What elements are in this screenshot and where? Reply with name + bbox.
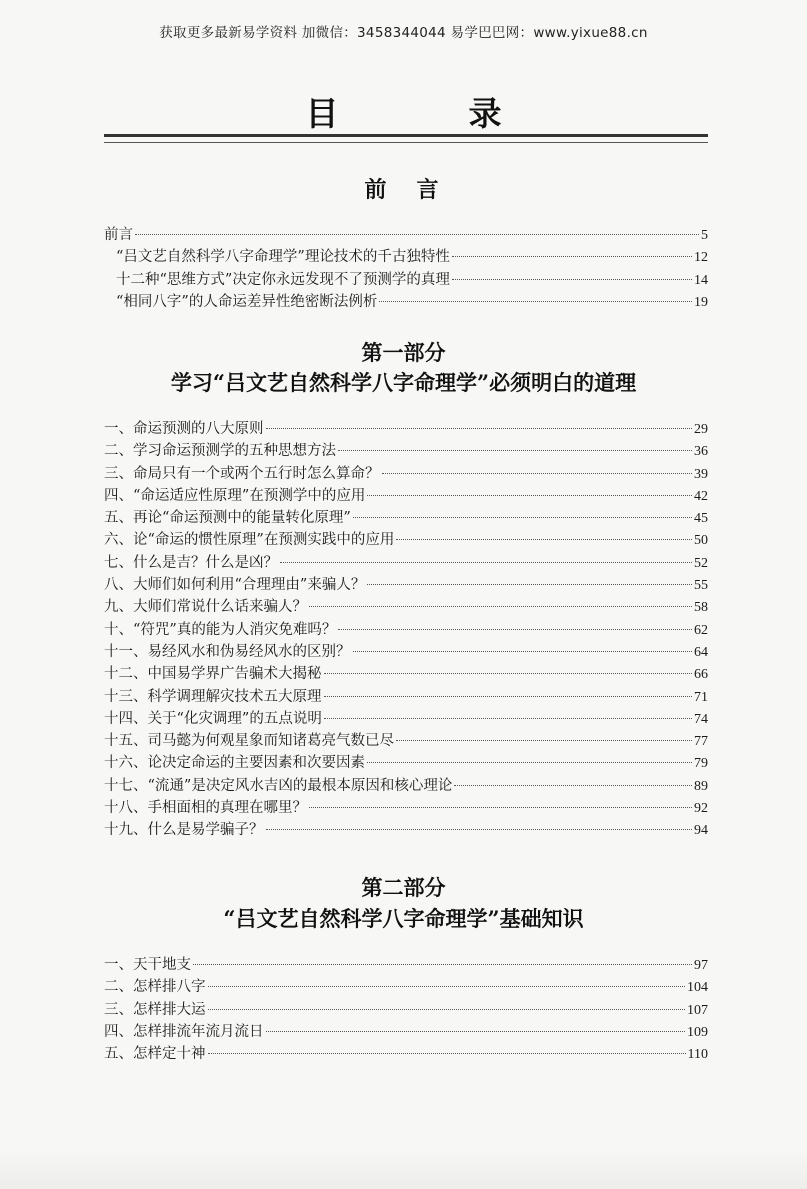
- part2-heading: 第二部分: [361, 875, 446, 900]
- toc-entry-title: 十二、中国易学界广告骗术大揭秘: [104, 666, 322, 683]
- toc-entry: [104, 819, 708, 841]
- toc-dot-leader: [338, 629, 692, 630]
- toc-entry: [104, 752, 708, 774]
- toc-entry-title: 十五、司马懿为何观星象而知诸葛亮气数已尽: [104, 733, 394, 750]
- toc-page-number: 42: [694, 488, 708, 504]
- toc-entry: [104, 246, 708, 268]
- preface-heading: 前 言: [364, 177, 443, 203]
- toc-dot-leader: [135, 234, 699, 235]
- toc-dot-leader: [367, 584, 692, 585]
- toc-dot-leader: [324, 696, 693, 697]
- toc-page-number: 107: [687, 1002, 708, 1018]
- toc-entry-title: 三、怎样排大运: [104, 1001, 206, 1018]
- toc-entry: [104, 708, 708, 730]
- toc-entry: [104, 999, 708, 1021]
- toc-entry: [104, 507, 708, 529]
- toc-page-number: 12: [694, 250, 708, 266]
- toc-entry-title: 四、“命运适应性原理”在预测学中的应用: [104, 487, 366, 504]
- watermark-text: 获取更多最新易学资料 加微信：3458344044 易学巴巴网：www.yixue88.cn: [159, 25, 648, 41]
- toc-entry: [104, 596, 708, 618]
- toc-page-number: 45: [694, 511, 708, 527]
- toc-entry: [104, 529, 708, 551]
- toc-dot-leader: [324, 673, 693, 674]
- toc-dot-leader: [379, 301, 692, 302]
- preface-toc: [104, 224, 708, 313]
- toc-page-number: 89: [694, 778, 708, 794]
- toc-dot-leader: [396, 740, 692, 741]
- toc-dot-leader: [452, 279, 692, 280]
- title-char-left: 目: [305, 94, 339, 133]
- toc-page-number: 36: [694, 444, 708, 460]
- toc-page-number: 110: [687, 1047, 708, 1063]
- toc-dot-leader: [367, 495, 692, 496]
- toc-dot-leader: [280, 562, 692, 563]
- toc-entry: [104, 663, 708, 685]
- toc-entry: [104, 619, 708, 641]
- page-bottom-edge: [0, 1150, 807, 1189]
- toc-dot-leader: [367, 762, 692, 763]
- toc-page-number: 71: [694, 689, 708, 705]
- toc-entry-title: 十二种“思维方式”决定你永远发现不了预测学的真理: [116, 271, 450, 288]
- part1-heading: 第一部分: [361, 340, 446, 365]
- toc-entry-title: 七、什么是吉？什么是凶？: [104, 554, 278, 571]
- toc-entry: [104, 291, 708, 313]
- toc-entry-title: 十、“符咒”真的能为人消灾免难吗？: [104, 621, 337, 638]
- toc-entry: [104, 797, 708, 819]
- toc-entry-title: 十九、什么是易学骗子？: [104, 822, 264, 839]
- toc-entry: [104, 976, 708, 998]
- toc-entry-title: “吕文艺自然科学八字命理学”理论技术的千古独特性: [116, 249, 450, 266]
- toc-page-number: 74: [694, 711, 708, 727]
- toc-entry: [104, 954, 708, 976]
- toc-entry-title: 前言: [104, 227, 133, 243]
- toc-dot-leader: [353, 517, 692, 518]
- toc-entry-title: 九、大师们常说什么话来骗人？: [104, 599, 307, 616]
- toc-entry: [104, 440, 708, 462]
- toc-dot-leader: [208, 986, 686, 987]
- toc-entry: [104, 641, 708, 663]
- toc-dot-leader: [266, 829, 693, 830]
- toc-entry: [104, 552, 708, 574]
- toc-entry-title: 八、大师们如何利用“合理理由”来骗人？: [104, 577, 366, 594]
- toc-page-number: 55: [694, 578, 708, 594]
- toc-dot-leader: [396, 539, 692, 540]
- toc-entry-title: 二、学习命运预测学的五种思想方法: [104, 443, 336, 460]
- toc-entry: [104, 1043, 708, 1065]
- toc-entry-title: 二、怎样排八字: [104, 979, 206, 996]
- toc-page-number: 109: [687, 1024, 708, 1040]
- toc-dot-leader: [454, 785, 692, 786]
- toc-entry-title: 十一、易经风水和伪易经风水的区别？: [104, 643, 351, 660]
- title-rule-thin: [104, 142, 708, 143]
- toc-dot-leader: [208, 1053, 686, 1054]
- toc-entry-title: 五、再论“命运预测中的能量转化原理”: [104, 510, 351, 527]
- toc-dot-leader: [266, 428, 693, 429]
- toc-page-number: 94: [694, 823, 708, 839]
- toc-page-number: 14: [694, 272, 708, 288]
- toc-dot-leader: [266, 1031, 686, 1032]
- toc-dot-leader: [353, 651, 693, 652]
- page-title: [0, 88, 807, 135]
- toc-entry-title: 一、天干地支: [104, 957, 191, 973]
- toc-dot-leader: [324, 718, 692, 719]
- toc-entry-title: 六、论“命运的惯性原理”在预测实践中的应用: [104, 532, 395, 549]
- toc-entry-title: 五、怎样定十神: [104, 1046, 206, 1063]
- toc-dot-leader: [309, 807, 692, 808]
- toc-entry-title: 三、命局只有一个或两个五行时怎么算命？: [104, 465, 380, 482]
- toc-page-number: 62: [694, 622, 708, 638]
- toc-entry-title: 十三、科学调理解灾技术五大原理: [104, 688, 322, 705]
- toc-dot-leader: [382, 473, 693, 474]
- toc-page-number: 77: [694, 734, 708, 750]
- toc-entry: [104, 1021, 708, 1043]
- toc-entry: [104, 574, 708, 596]
- toc-page-number: 29: [694, 422, 708, 437]
- toc-entry: [104, 224, 708, 246]
- toc-page-number: 104: [687, 980, 708, 996]
- part2-subheading: “吕文艺自然科学八字命理学”基础知识: [223, 906, 584, 931]
- toc-page-number: 19: [694, 294, 708, 310]
- toc-page-number: 39: [694, 466, 708, 482]
- title-char-right: 录: [468, 94, 502, 133]
- toc-entry: [104, 485, 708, 507]
- toc-entry-title: “相同八字”的人命运差异性绝密断法例析: [116, 293, 378, 310]
- toc-dot-leader: [208, 1009, 686, 1010]
- toc-page-number: 58: [694, 600, 708, 616]
- toc-page-number: 64: [694, 644, 708, 660]
- toc-entry-title: 十七、“流通”是决定风水吉凶的最根本原因和核心理论: [104, 777, 453, 794]
- toc-page-number: 66: [694, 667, 708, 683]
- toc-page-number: 52: [694, 555, 708, 571]
- toc-entry: [104, 730, 708, 752]
- toc-entry: [104, 418, 708, 440]
- part2-toc: [104, 954, 708, 1065]
- toc-entry: [104, 269, 708, 291]
- toc-page-number: 92: [694, 801, 708, 817]
- toc-entry-title: 十八、手相面相的真理在哪里？: [104, 800, 307, 817]
- toc-entry: [104, 775, 708, 797]
- toc-page-number: 5: [701, 228, 708, 243]
- part1-subheading: 学习“吕文艺自然科学八字命理学”必须明白的道理: [170, 370, 637, 395]
- part1-toc: [104, 418, 708, 842]
- toc-entry-title: 十六、论决定命运的主要因素和次要因素: [104, 755, 365, 772]
- title-rule-thick: [104, 134, 708, 137]
- toc-dot-leader: [309, 606, 692, 607]
- toc-page-number: 50: [694, 533, 708, 549]
- toc-page-number: 79: [694, 756, 708, 772]
- toc-dot-leader: [193, 964, 692, 965]
- toc-entry: [104, 686, 708, 708]
- toc-page-number: 97: [694, 958, 708, 973]
- toc-entry-title: 十四、关于“化灾调理”的五点说明: [104, 710, 322, 727]
- toc-entry: [104, 463, 708, 485]
- toc-dot-leader: [338, 450, 692, 451]
- toc-entry-title: 一、命运预测的八大原则: [104, 421, 264, 437]
- toc-entry-title: 四、怎样排流年流月流日: [104, 1023, 264, 1040]
- toc-dot-leader: [452, 256, 692, 257]
